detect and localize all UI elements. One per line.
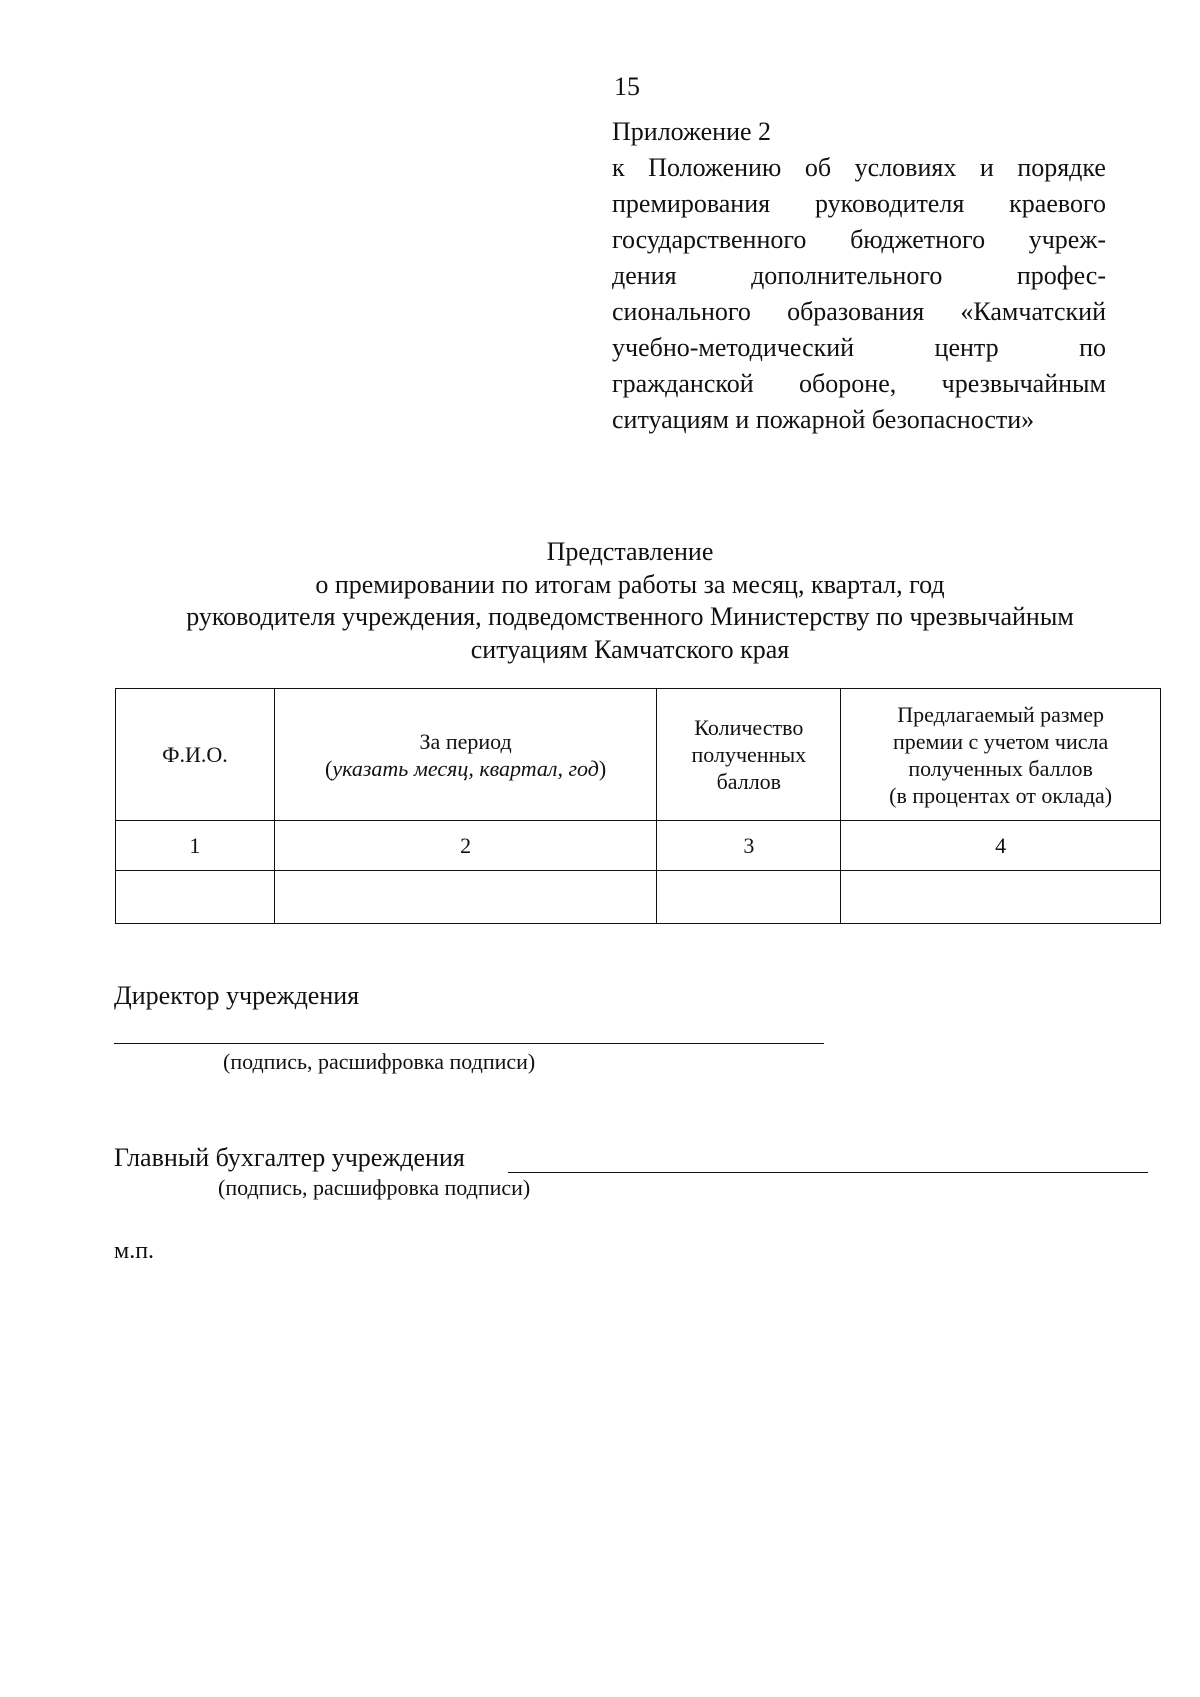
document-title	[100, 536, 1160, 666]
appendix-line	[612, 258, 1106, 294]
appendix-word: к	[612, 153, 625, 182]
accountant-signature-caption: (подпись, расшифровка подписи)	[218, 1175, 531, 1200]
header-fio: Ф.И.О.	[116, 689, 275, 821]
appendix-word: сионального	[612, 297, 751, 326]
appendix-word: краевого	[1009, 189, 1106, 218]
appendix-word: учебно-методический	[612, 333, 855, 362]
header-period-label: За период	[419, 728, 512, 754]
appendix-word: бюджетного	[850, 225, 986, 254]
column-number-row	[116, 821, 1161, 871]
appendix-word: руководителя	[814, 189, 965, 218]
appendix-word: чрезвычайным	[941, 369, 1106, 398]
appendix-word: ситуациям и пожарной безопасности»	[612, 405, 1035, 434]
accountant-signature-line[interactable]	[508, 1172, 1148, 1173]
appendix-word: и	[979, 153, 994, 182]
header-bonus-line: Предлагаемый размер	[897, 701, 1104, 727]
header-bonus-line: (в процентах от оклада)	[889, 782, 1113, 808]
header-period-hint: указать месяц, квартал, год	[332, 755, 599, 781]
table-cell-period[interactable]	[274, 871, 657, 924]
director-label: Директор учреждения	[114, 981, 360, 1010]
appendix-word: порядке	[1017, 153, 1106, 182]
appendix-word: Положению	[648, 153, 782, 182]
appendix-word: профес-	[1016, 261, 1106, 290]
accountant-label: Главный бухгалтер учреждения	[114, 1143, 465, 1172]
appendix-word: дополнительного	[751, 261, 943, 290]
appendix-line	[612, 150, 1106, 186]
appendix-word: по	[1079, 333, 1106, 362]
appendix-title: Приложение 2	[612, 117, 772, 146]
table-cell-fio[interactable]	[116, 871, 275, 924]
document-title-line: руководителя учреждения, подведомственного Министерству по чрезвычайным	[186, 602, 1074, 631]
appendix-word: образования	[787, 297, 925, 326]
stamp-label: м.п.	[114, 1238, 155, 1264]
appendix-word: условиях	[854, 153, 957, 182]
appendix-line	[612, 366, 1106, 402]
header-points	[657, 689, 841, 821]
column-number: 1	[116, 821, 275, 871]
appendix-line	[612, 402, 1106, 438]
appendix-word: учреж-	[1028, 225, 1106, 254]
director-signature-caption: (подпись, расшифровка подписи)	[223, 1049, 536, 1074]
appendix-word: «Камчатский	[960, 297, 1106, 326]
appendix-line	[612, 222, 1106, 258]
appendix-line	[612, 186, 1106, 222]
header-points-line: баллов	[716, 769, 782, 794]
column-number: 4	[841, 821, 1161, 871]
appendix-word: обороне,	[799, 369, 897, 398]
document-title-line: о премировании по итогам работы за месяц, квартал, год	[315, 569, 945, 599]
appendix-description	[612, 150, 1106, 402]
page-number: 15	[614, 72, 640, 101]
column-number: 2	[274, 821, 657, 871]
document-title-line: ситуациям Камчатского края	[470, 634, 790, 664]
appendix-line	[612, 330, 1106, 366]
header-bonus-line: полученных баллов	[908, 755, 1093, 781]
header-bonus	[841, 689, 1161, 821]
document-title-heading: Представление	[546, 537, 714, 566]
appendix-word: государственного	[612, 225, 807, 254]
appendix-line	[612, 294, 1106, 330]
director-signature-line[interactable]	[114, 1043, 824, 1044]
appendix-word: гражданской	[612, 369, 754, 398]
header-period: За период (указать месяц, квартал, год)	[274, 689, 657, 821]
table-cell-bonus[interactable]	[841, 871, 1161, 924]
table-row	[116, 871, 1161, 924]
table-cell-points[interactable]	[657, 871, 841, 924]
appendix-word: премирования	[612, 189, 771, 218]
bonus-table	[115, 688, 1161, 924]
appendix-word: дения	[612, 261, 677, 290]
header-bonus-line: премии с учетом числа	[892, 728, 1109, 754]
appendix-word: центр	[934, 333, 999, 362]
appendix-header	[612, 114, 1106, 438]
appendix-word: об	[804, 153, 832, 182]
header-points-line: Количество	[694, 715, 804, 740]
header-points-line: полученных	[691, 742, 807, 767]
table-header-row	[116, 689, 1161, 821]
column-number: 3	[657, 821, 841, 871]
